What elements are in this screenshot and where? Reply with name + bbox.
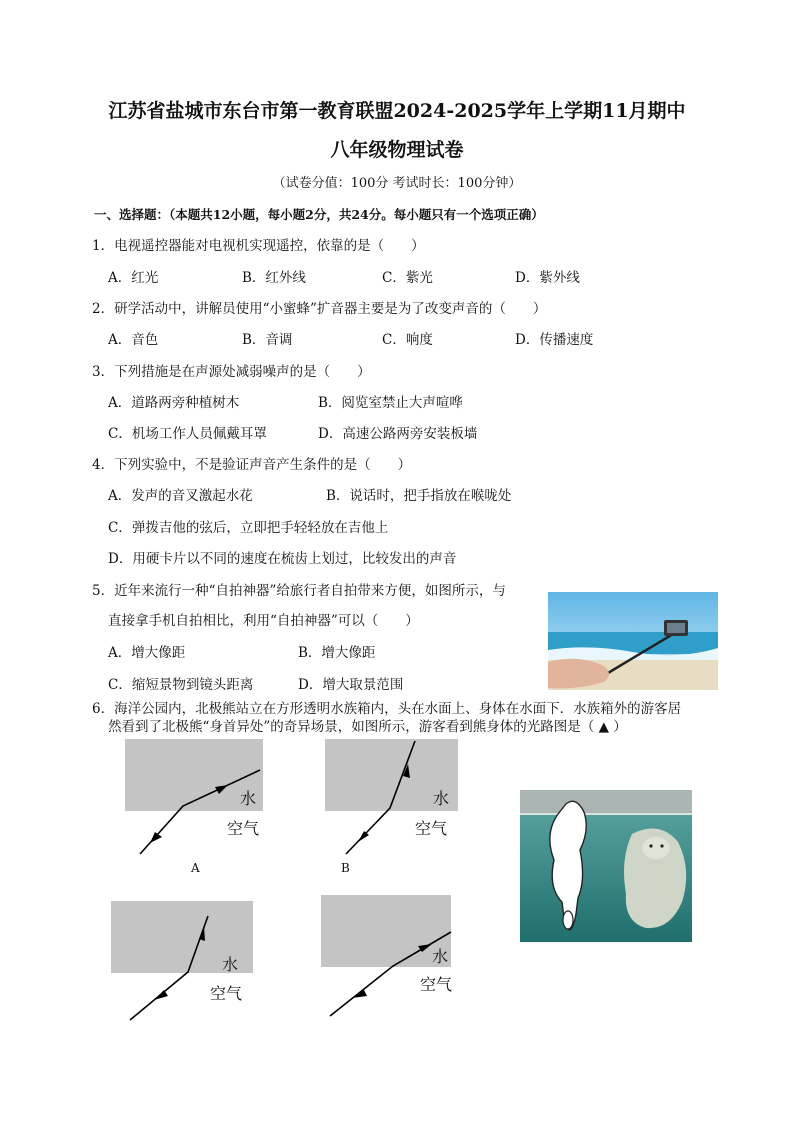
question-6-stem-line-1: 6．海洋公园内，北极熊站立在方形透明水族箱内，头在水面上、身体在水面下．水族箱外的游客居 <box>92 701 682 717</box>
diagram-d-air-label: 空气 <box>420 975 453 994</box>
diagram-c-water-label: 水 <box>222 955 239 974</box>
question-1-option-c[interactable]: C．紫光 <box>382 270 433 286</box>
title-line-2: 八年级物理试卷 <box>330 139 464 161</box>
question-5-option-b[interactable]: B．增大像距 <box>298 645 376 661</box>
diagram-a-arrow-lower <box>150 832 162 843</box>
diagram-c[interactable] <box>108 896 268 1036</box>
title-line-1: 江苏省盐城市东台市第一教育联盟2024-2025学年上学期11月期中 <box>108 100 686 122</box>
question-1-option-b[interactable]: B．红外线 <box>242 270 306 286</box>
diagram-d-water-label: 水 <box>432 947 449 966</box>
diagram-b-air-label: 空气 <box>415 819 448 838</box>
question-4-option-a[interactable]: A．发声的音叉激起水花 <box>108 488 253 504</box>
polar-bear-tank-photo <box>520 790 692 942</box>
question-1-option-a[interactable]: A．红光 <box>108 270 159 286</box>
question-4-option-c[interactable]: C．弹拨吉他的弦后，立即把手轻轻放在吉他上 <box>108 520 389 536</box>
question-5-stem-line-2: 直接拿手机自拍相比，利用“自拍神器”可以（ ） <box>108 613 419 629</box>
diagram-d-arrow-lower <box>352 990 367 998</box>
question-2-stem: 2．研学活动中，讲解员使用“小蜜蜂”扩音器主要是为了改变声音的（ ） <box>92 301 547 317</box>
question-6-stem-line-2: 然看到了北极熊“身首异处”的奇异场景，如图所示，游客看到熊身体的光路图是（ ▲ ） <box>108 719 627 735</box>
question-4-stem: 4．下列实验中，不是验证声音产生条件的是（ ） <box>92 457 412 473</box>
question-4-option-d[interactable]: D．用硬卡片以不同的速度在梳齿上划过，比较发出的声音 <box>108 551 457 567</box>
question-5-option-c[interactable]: C．缩短景物到镜头距离 <box>108 677 254 693</box>
section-heading: 一、选择题：（本题共12小题，每小题2分，共24分。每小题只有一个选项正确） <box>94 207 544 222</box>
question-2-option-c[interactable]: C．响度 <box>382 332 433 348</box>
question-5-option-a[interactable]: A．增大像距 <box>108 645 186 661</box>
diagram-a-air-label: 空气 <box>227 819 260 838</box>
diagram-c-air-label: 空气 <box>210 984 243 1003</box>
diagram-b-water-label: 水 <box>433 789 450 808</box>
question-5-stem-line-1: 5．近年来流行一种“自拍神器”给旅行者自拍带来方便，如图所示，与 <box>92 583 506 599</box>
diagram-d[interactable] <box>318 892 478 1032</box>
diagram-a-caption: A <box>191 861 200 875</box>
question-3-option-c[interactable]: C．机场工作人员佩戴耳罩 <box>108 426 267 442</box>
diagram-c-arrow-lower <box>154 990 168 1000</box>
question-2-option-a[interactable]: A．音色 <box>108 332 159 348</box>
question-4-option-b[interactable]: B．说话时，把手指放在喉咙处 <box>326 488 512 504</box>
exam-info: （试卷分值：100分 考试时长：100分钟） <box>272 176 522 191</box>
question-1-stem: 1．电视遥控器能对电视机实现遥控，依靠的是（ ） <box>92 238 425 254</box>
selfie-stick-photo <box>548 592 718 690</box>
question-2-option-d[interactable]: D．传播速度 <box>515 332 594 348</box>
question-3-option-a[interactable]: A．道路两旁种植树木 <box>108 395 240 411</box>
question-3-stem: 3．下列措施是在声源处减弱噪声的是（ ） <box>92 364 371 380</box>
question-5-option-d[interactable]: D．增大取景范围 <box>298 677 404 693</box>
question-3-option-d[interactable]: D．高速公路两旁安装板墙 <box>318 426 478 442</box>
diagram-a[interactable] <box>120 736 280 876</box>
question-1-option-d[interactable]: D．紫外线 <box>515 270 580 286</box>
diagram-b[interactable] <box>320 736 480 876</box>
diagram-a-water-label: 水 <box>240 789 257 808</box>
question-2-option-b[interactable]: B．音调 <box>242 332 293 348</box>
question-3-option-b[interactable]: B．阅览室禁止大声喧哗 <box>318 395 463 411</box>
diagram-b-caption: B <box>341 861 350 875</box>
